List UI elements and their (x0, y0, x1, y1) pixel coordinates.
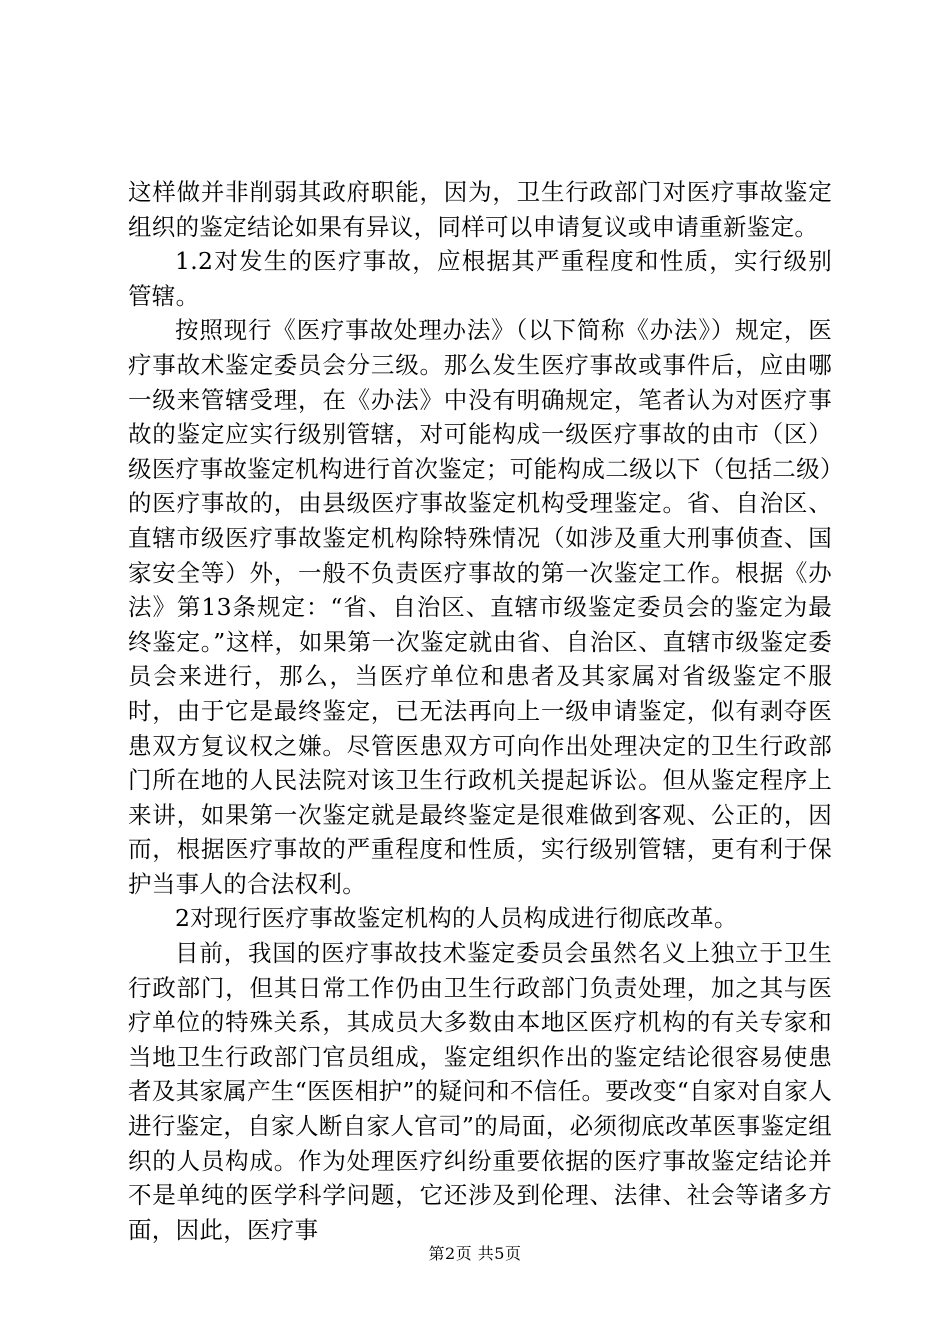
body-text (128, 175, 832, 1247)
paragraph-4: 2对现行医疗事故鉴定机构的人员构成进行彻底改革。 (175, 904, 738, 933)
paragraph-2: 1.2对发生的医疗事故，应根据其严重程度和性质，实行级别管辖。 (128, 247, 832, 310)
paragraph-5: 目前，我国的医疗事故技术鉴定委员会虽然名义上独立于卫生行政部门，但其日常工作仍由卫生行政部门负责处理，加之其与医疗单位的特殊关系，其成员大多数由本地区医疗机构的有关专家和当地卫生行政部门官员组成，鉴定组织作出的鉴定结论很容易使患者及其家属产生“医医相护”的疑问和不信任。要改变“自家对自家人进行鉴定，自家人断自家人官司”的局面，必须彻底改革医事鉴定组织的人员构成。作为处理医疗纠纷重要依据的医疗事故鉴定结论并不是单纯的医学科学问题，它还涉及到伦理、法律、社会等诸多方面，因此，医疗事 (128, 939, 832, 1244)
paragraph-3: 按照现行《医疗事故处理办法》（以下简称《办法》）规定，医疗事故术鉴定委员会分三级。那么发生医疗事故或事件后，应由哪一级来管辖受理，在《办法》中没有明确规定，笔者认为对医疗事故的鉴定应实行级别管辖，对可能构成一级医疗事故的由市（区）级医疗事故鉴定机构进行首次鉴定；可能构成二级以下（包括二级）的医疗事故的，由县级医疗事故鉴定机构受理鉴定。省、自治区、直辖市级医疗事故鉴定机构除特殊情况（如涉及重大刑事侦查、国家安全等）外，一般不负责医疗事故的第一次鉴定工作。根据《办法》第13条规定：“省、自治区、直辖市级鉴定委员会的鉴定为最终鉴定。”这样，如果第一次鉴定就由省、自治区、直辖市级鉴定委员会来进行，那么，当医疗单位和患者及其家属对省级鉴定不服时，由于它是最终鉴定，已无法再向上一级申请鉴定，似有剥夺医患双方复议权之嫌。尽管医患双方可向作出处理决定的卫生行政部门所在地的人民法院对该卫生行政机关提起诉讼。但从鉴定程序上来讲，如果第一次鉴定就是最终鉴定是很难做到客观、公正的，因而，根据医疗事故的严重程度和性质，实行级别管辖，更有利于保护当事人的合法权利。 (128, 316, 832, 898)
page-footer (0, 1243, 950, 1265)
paragraph-1: 这样做并非削弱其政府职能，因为，卫生行政部门对医疗事故鉴定组织的鉴定结论如果有异议，同样可以申请复议或申请重新鉴定。 (128, 178, 832, 241)
page-number-label: 第2页 共5页 (428, 1244, 522, 1263)
